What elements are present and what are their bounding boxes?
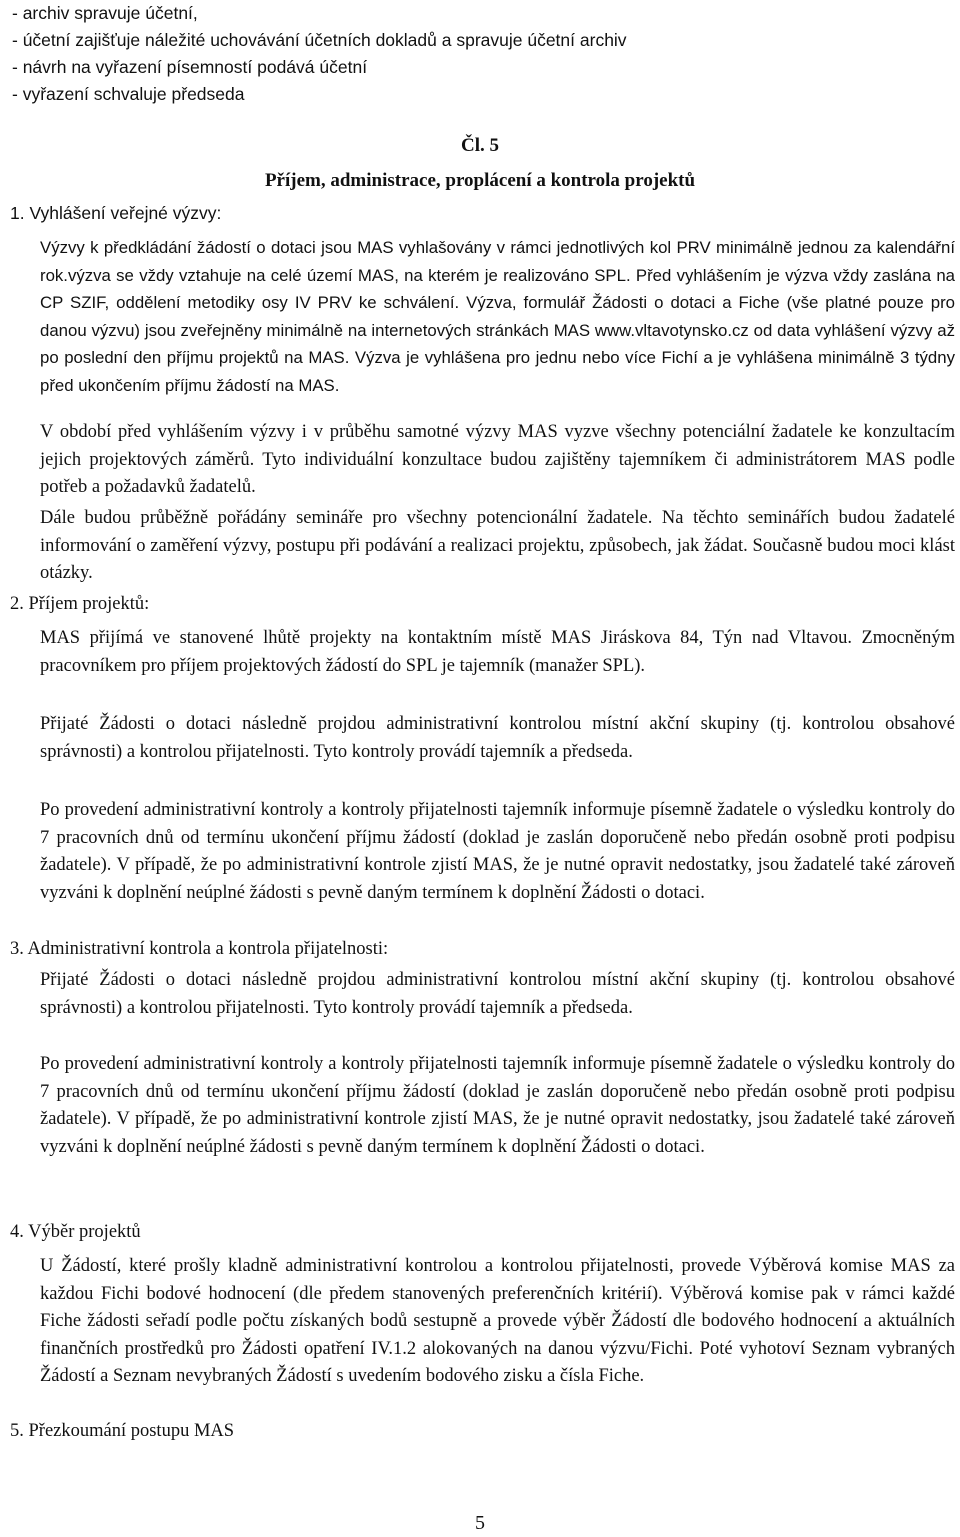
section-1-paragraph-2: V období před vyhlášením výzvy i v průběhu samotné výzvy MAS vyzve všechny potenciální žadatele ke konzultacím jejich projektových záměrů. Tyto individuální konzultace budou zajištěny tajemníkem či administrátorem MAS podle potřeb a požadavků žadatelů. bbox=[40, 422, 955, 498]
section-2-paragraph-3: Po provedení administrativní kontroly a kontroly přijatelnosti tajemník informuje písemně žadatele o výsledku kontroly do 7 pracovních dnů od termínu ukončení příjmu žádostí (doklad je zaslán doporučeně nebo předán osobně proti podpisu žadatele). V případě, že po administrativní kontrole zjistí MAS, že je nutné opravit nedostatky, jsou žadatelé také zároveň vyzváni k doplnění neúplné žádosti s pevně daným termínem k doplnění Žádosti o dotaci. bbox=[40, 800, 955, 903]
page-number: 5 bbox=[475, 1512, 485, 1534]
section-5-heading: 5. Přezkoumání postupu MAS bbox=[10, 1421, 235, 1441]
section-1-paragraph-1: Výzvy k předkládání žádostí o dotaci jsou MAS vyhlašovány v rámci jednotlivých kol PRV minimálně jednou za kalendářní rok.výzva se vždy vztahuje na celé území MAS, na kterém je realizováno SPL. Před vyhlášením je výzva vždy zaslána na CP SZIF, oddělení metodiky osy IV PRV ke schválení. Výzva, formulář Žádosti o dotaci a Fiche (vše platné pouze pro danou výzvu) jsou zveřejněny minimálně na internetových stránkách MAS www.vltavotynsko.cz od data vyhlášení výzvy až po poslední den příjmu projektů na MAS. Výzva je vyhlášena pro jednu nebo více Fichí a je vyhlášena minimálně 3 týdny před ukončením příjmu žádostí na MAS. bbox=[40, 238, 955, 395]
section-2-heading: 2. Příjem projektů: bbox=[10, 594, 150, 614]
section-3-heading: 3. Administrativní kontrola a kontrola přijatelnosti: bbox=[10, 939, 389, 959]
section-2-paragraph-1: MAS přijímá ve stanovené lhůtě projekty na kontaktním místě MAS Jiráskova 84, Týn nad Vltavou. Zmocněným pracovníkem pro příjem projektových žádostí do SPL je tajemník (manažer SPL). bbox=[40, 628, 955, 676]
section-3-paragraph-2: Po provedení administrativní kontroly a kontroly přijatelnosti tajemník informuje písemně žadatele o výsledku kontroly do 7 pracovních dnů od termínu ukončení příjmu žádostí (doklad je zaslán doporučeně nebo předán osobně proti podpisu žadatele). V případě, že po administrativní kontrole zjistí MAS, že je nutné opravit nedostatky, jsou žadatelé také zároveň vyzváni k doplnění neúplné žádosti s pevně daným termínem k doplnění Žádosti o dotaci. bbox=[40, 1054, 955, 1157]
list-item: - vyřazení schvaluje předseda bbox=[12, 84, 245, 104]
section-4-heading: 4. Výběr projektů bbox=[10, 1222, 141, 1242]
section-1-paragraph-3: Dále budou průběžně pořádány semináře pro všechny potencionální žadatele. Na těchto seminářích budou žadatelé informování o zaměření výzvy, postupu při podávání a realizaci projektu, způsobech, jak žádat. Současně budou moci klást otázky. bbox=[40, 508, 955, 584]
article-number: Čl. 5 bbox=[461, 135, 499, 156]
section-3-paragraph-1: Přijaté Žádosti o dotaci následně projdou administrativní kontrolou místní akční skupiny (tj. kontrolou obsahové správnosti) a kontrolou přijatelnosti. Tyto kontroly provádí tajemník a předseda. bbox=[40, 970, 955, 1018]
section-2-paragraph-2: Přijaté Žádosti o dotaci následně projdou administrativní kontrolou místní akční skupiny (tj. kontrolou obsahové správnosti) a kontrolou přijatelnosti. Tyto kontroly provádí tajemník a předseda. bbox=[40, 714, 955, 762]
list-item: - účetní zajišťuje náležité uchovávání účetních dokladů a spravuje účetní archiv bbox=[12, 30, 627, 50]
list-item: - archiv spravuje účetní, bbox=[12, 3, 198, 23]
section-1-heading: 1. Vyhlášení veřejné výzvy: bbox=[10, 203, 222, 223]
article-title: Příjem, administrace, proplácení a kontrola projektů bbox=[264, 170, 696, 191]
archive-rules-list bbox=[12, 0, 627, 108]
list-item: - návrh na vyřazení písemností podává účetní bbox=[12, 57, 368, 77]
section-4-paragraph-1: U Žádostí, které prošly kladně administrativní kontrolou a kontrolou přijatelnosti, provede Výběrová komise MAS za každou Fichi bodové hodnocení (dle předem stanovených preferenčních kritérií). Výběrová komise pak v rámci každé Fiche žádosti seřadí podle počtu získaných bodů sestupně a provede výběr Žádostí dle bodového hodnocení a aktuálních finančních prostředků pro Žádosti opatření IV.1.2 alokovaných na danou výzvu/Fichi. Poté vyhotoví Seznam vybraných Žádostí a Seznam nevybraných Žádostí s uvedením bodového zisku a čísla Fiche. bbox=[40, 1256, 955, 1387]
